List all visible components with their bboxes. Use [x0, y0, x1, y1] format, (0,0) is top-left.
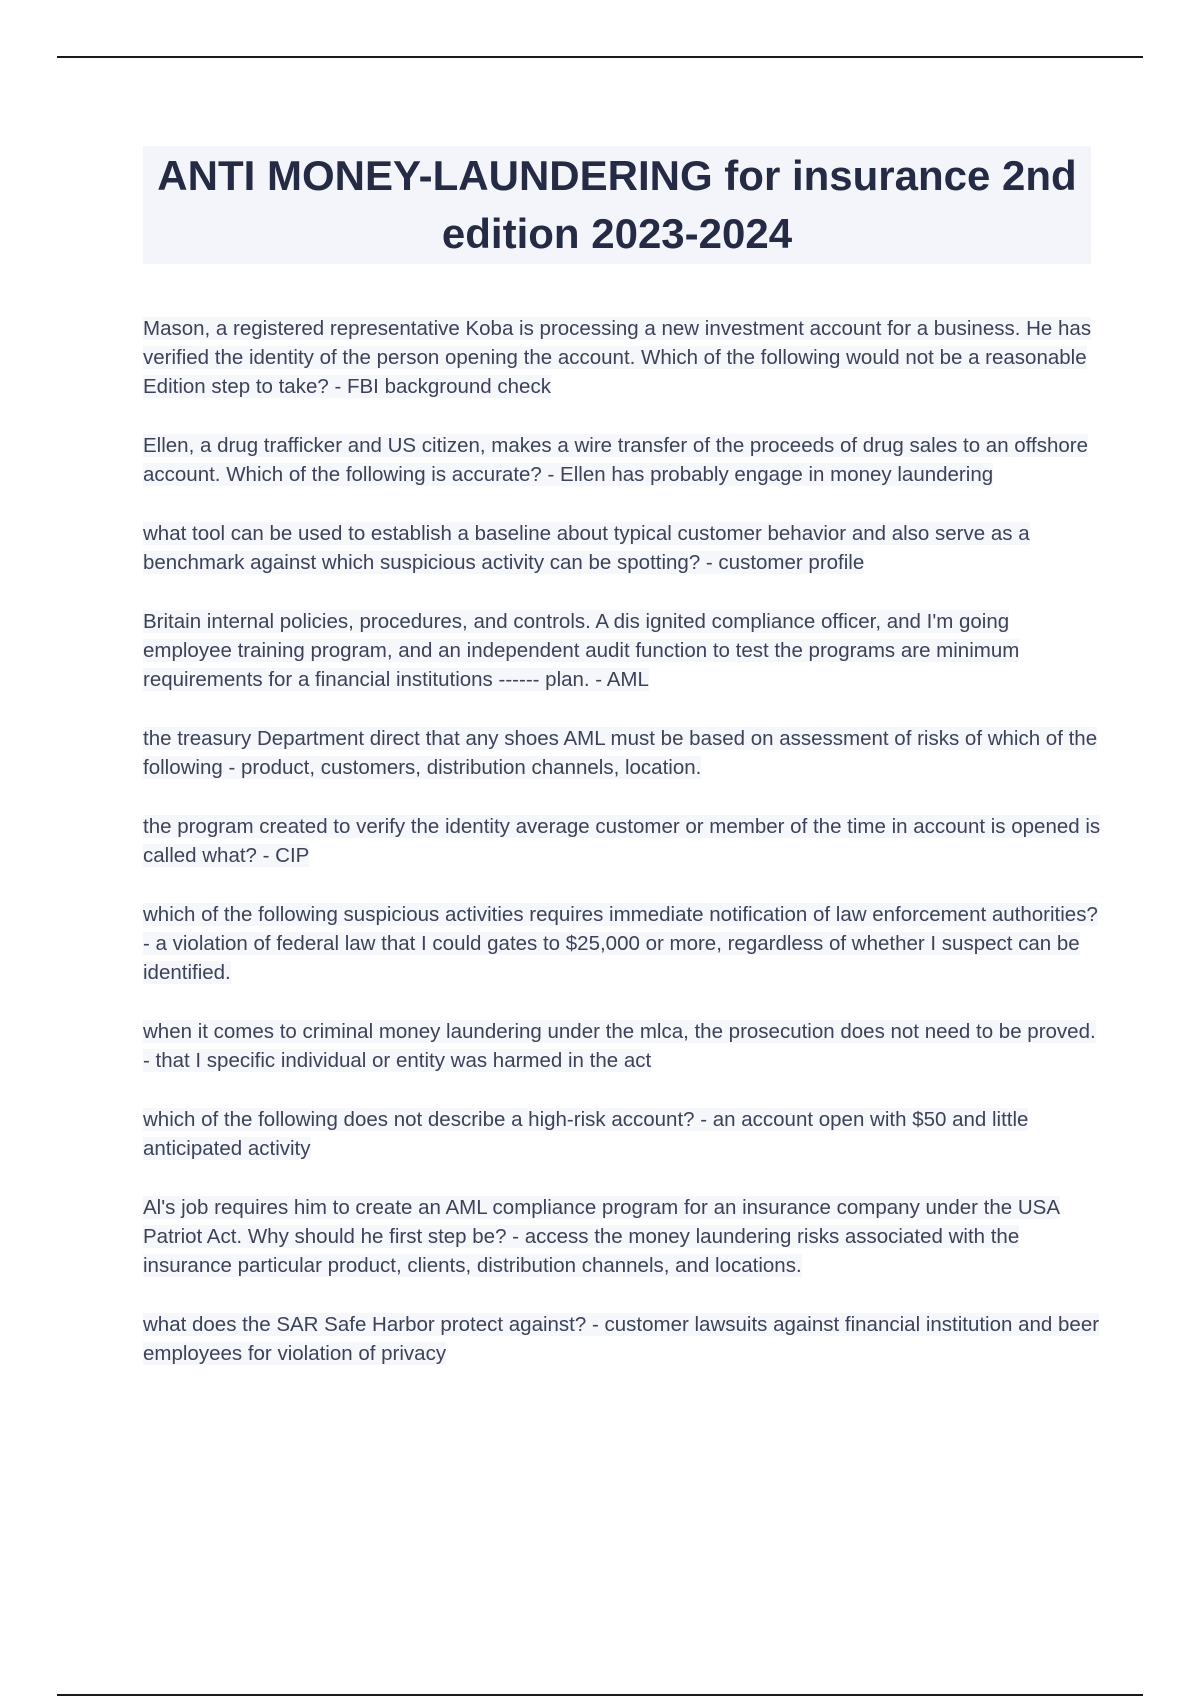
qa-list	[143, 314, 1101, 1398]
qa-item	[143, 607, 1101, 694]
footer-rule	[57, 1694, 1143, 1696]
qa-text: the program created to verify the identity average customer or member of the time in account is opened is called what? - CIP	[143, 815, 1101, 867]
header-rule	[57, 56, 1143, 58]
qa-text: the treasury Department direct that any shoes AML must be based on assessment of risks of which of the following - product, customers, distribution channels, location.	[143, 727, 1098, 779]
qa-item	[143, 1105, 1101, 1163]
qa-item	[143, 1310, 1101, 1368]
qa-text: Ellen, a drug trafficker and US citizen, makes a wire transfer of the proceeds of drug sales to an offshore account. Which of the following is accurate? - Ellen has probably engage in money laundering	[143, 434, 1089, 486]
qa-text: what does the SAR Safe Harbor protect against? - customer lawsuits against financial institution and beer employees for violation of privacy	[143, 1313, 1100, 1365]
qa-text: Al's job requires him to create an AML compliance program for an insurance company under the USA Patriot Act. Why should he first step be? - access the money laundering risks associated with the insurance particular product, clients, distribution channels, and locations.	[143, 1196, 1061, 1277]
qa-item	[143, 519, 1101, 577]
title-banner	[143, 146, 1091, 264]
document-title: ANTI MONEY-LAUNDERING for insurance 2nd edition 2023-2024	[157, 152, 1077, 257]
qa-text: Britain internal policies, procedures, and controls. A dis ignited compliance officer, and I'm going employee training program, and an independent audit function to test the programs are minimum requirements for a financial institutions ------ plan. - AML	[143, 610, 1020, 691]
qa-text: which of the following suspicious activities requires immediate notification of law enforcement authorities? - a violation of federal law that I could gates to $25,000 or more, regardless of whether I suspect can be identified.	[143, 903, 1098, 984]
qa-item	[143, 1017, 1101, 1075]
qa-item	[143, 314, 1101, 401]
qa-item	[143, 724, 1101, 782]
qa-text: which of the following does not describe a high-risk account? - an account open with $50 and little anticipated activity	[143, 1108, 1029, 1160]
qa-text: Mason, a registered representative Koba is processing a new investment account for a business. He has verified the identity of the person opening the account. Which of the following would not be a reasonable Edition step to take? - FBI background check	[143, 317, 1092, 398]
qa-item	[143, 900, 1101, 987]
qa-item	[143, 431, 1101, 489]
qa-text: what tool can be used to establish a baseline about typical customer behavior and also serve as a benchmark against which suspicious activity can be spotting? - customer profile	[143, 522, 1030, 574]
qa-item	[143, 812, 1101, 870]
qa-item	[143, 1193, 1101, 1280]
qa-text: when it comes to criminal money laundering under the mlca, the prosecution does not need to be proved. - that I specific individual or entity was harmed in the act	[143, 1020, 1096, 1072]
